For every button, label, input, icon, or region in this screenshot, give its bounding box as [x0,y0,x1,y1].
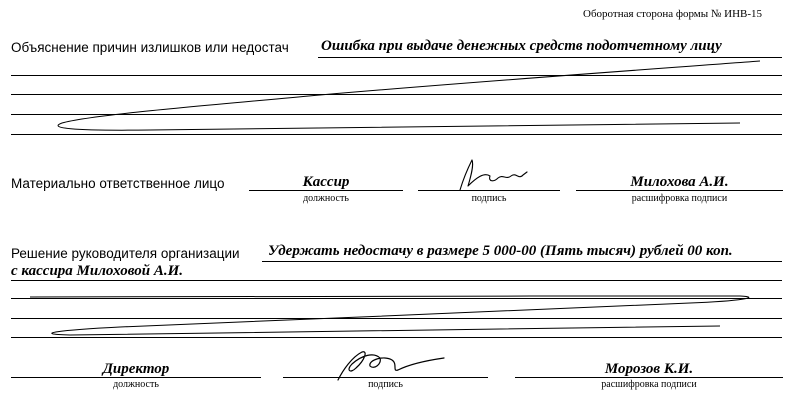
head-full-name: Морозов К.И. [604,361,694,377]
form-header: Оборотная сторона формы № ИНВ-15 [583,8,763,20]
responsible-position: Кассир [302,174,350,190]
head-position-caption: должность [113,379,159,390]
signature-icon [460,160,527,190]
head-signature-icon [338,352,444,380]
decision-label: Решение руководителя организации [11,246,240,261]
head-position: Директор [102,361,170,377]
explanation-value: Ошибка при выдаче денежных средств подотчетному лицу [321,38,722,54]
decision-line-1: Удержать недостачу в размере 5 000-00 (Пять тысяч) рублей 00 коп. [268,243,733,259]
responsible-full-name: Милохова А.И. [630,174,729,190]
decision-strike-loop [30,296,749,335]
signature-caption: подпись [471,193,507,204]
decision-line-2: с кассира Милоховой А.И. [11,263,184,279]
head-decoding-caption: расшифровка подписи [601,379,697,390]
position-caption: должность [303,193,349,204]
head-signature-caption: подпись [368,379,403,390]
responsible-person-label: Материально ответственное лицо [11,176,225,191]
explanation-label: Объяснение причин излишков или недостач [11,40,289,55]
explanation-strike-loop [58,61,760,130]
decoding-caption: расшифровка подписи [631,193,728,204]
